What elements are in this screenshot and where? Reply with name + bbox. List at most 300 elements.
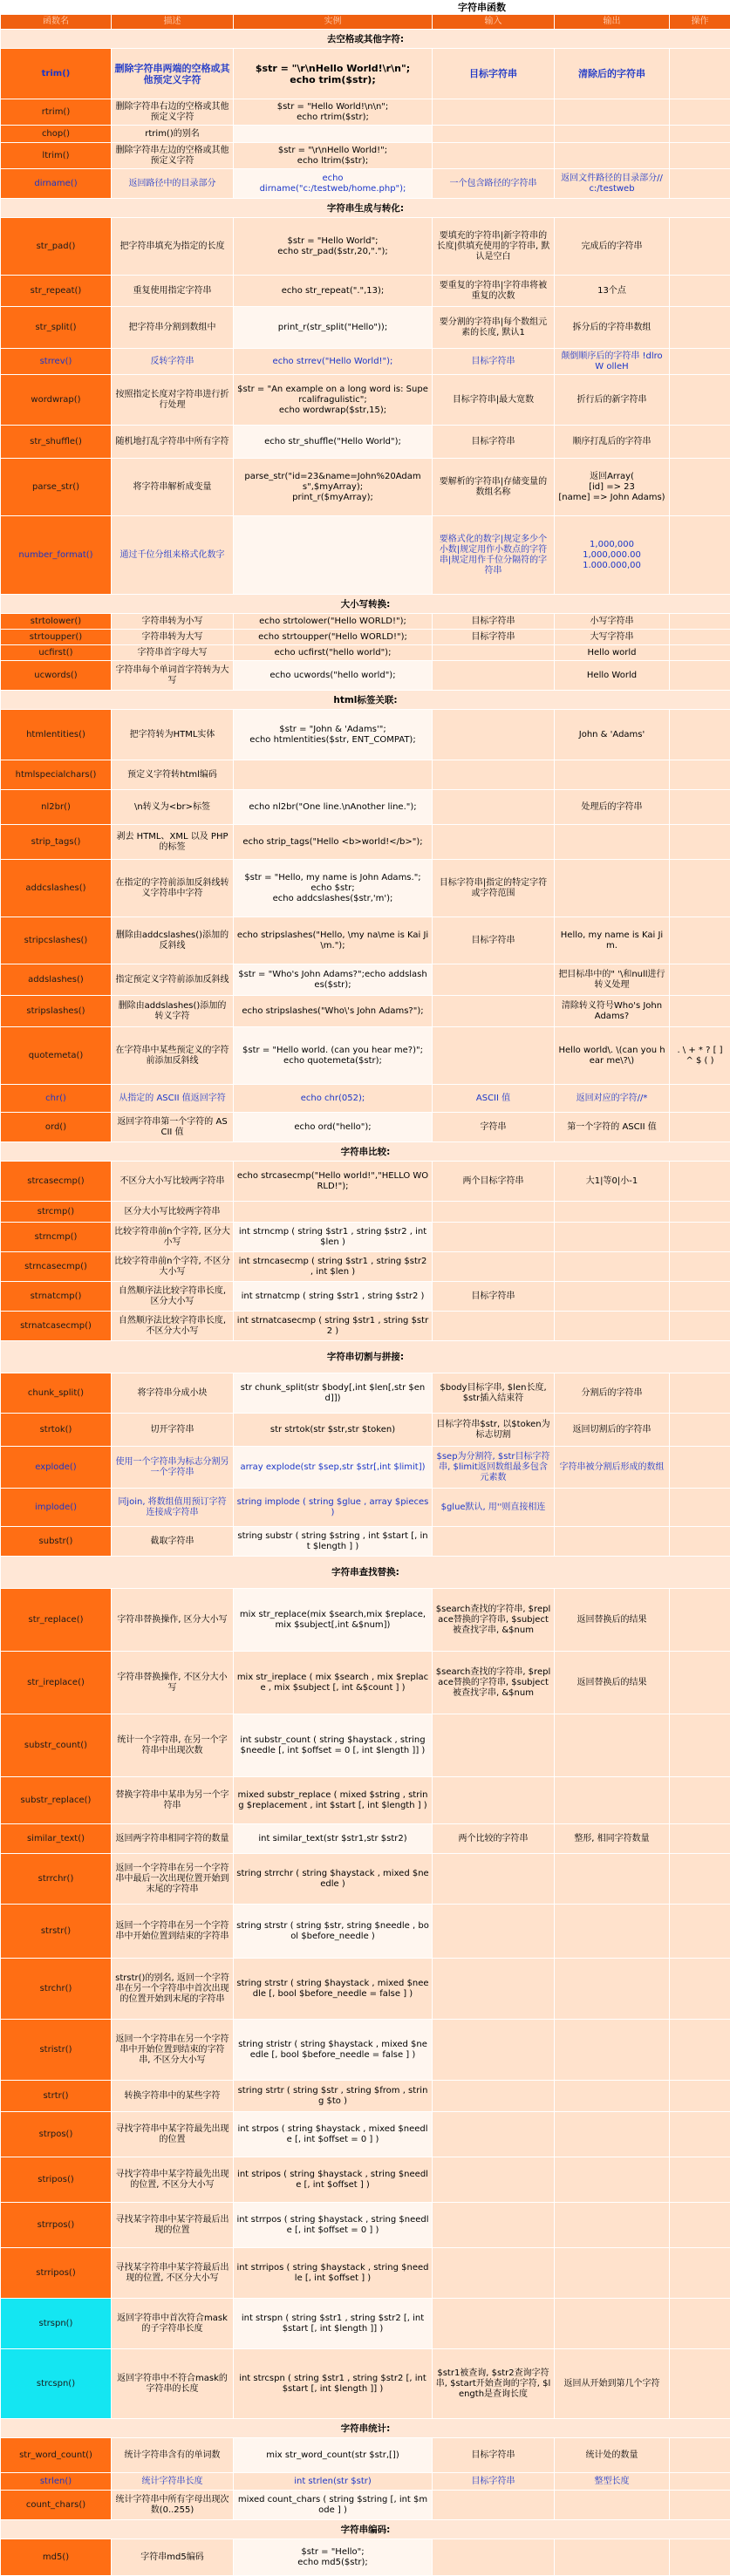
section-title: 大小写转换:: [1, 595, 730, 614]
description-cell: 从指定的 ASCII 值返回字符: [112, 1085, 234, 1113]
example-cell: echo dirname("c:/testweb/home.php");: [234, 169, 433, 199]
example-cell: string strrchr ( string $haystack , mixed $needle ): [234, 1854, 433, 1905]
input-cell: [433, 964, 555, 996]
action-cell: . \ + * ? [ ] ^ $ ( ): [670, 1027, 730, 1085]
output-cell: 13个点: [555, 276, 670, 307]
output-cell: [555, 760, 670, 790]
action-cell: [670, 630, 730, 645]
example-cell: [234, 516, 433, 595]
function-row: [1, 2299, 730, 2349]
example-cell: str strtok(str $str,str $token): [234, 1414, 433, 1447]
output-cell: [555, 825, 670, 860]
section-title: 字符串生成与转化:: [1, 199, 730, 218]
input-cell: 目标字符串: [433, 614, 555, 630]
function-name-cell: str_split(): [1, 307, 112, 349]
output-cell: [555, 2491, 670, 2520]
input-cell: [433, 1312, 555, 1341]
example-cell: $str = "Hello World"; echo str_pad($str,20,".");: [234, 218, 433, 276]
description-cell: 把字符串分割到数组中: [112, 307, 234, 349]
description-cell: 剥去 HTML、XML 以及 PHP 的标签: [112, 825, 234, 860]
example-cell: array explode(str $sep,str $str[,int $limit]): [234, 1447, 433, 1489]
input-cell: 目标字符串: [433, 2473, 555, 2491]
example-cell: mixed substr_replace ( mixed $string , string $replacement , int $start [, int $length ] ): [234, 1777, 433, 1824]
function-name-cell: str_pad(): [1, 218, 112, 276]
function-row: [1, 614, 730, 630]
action-cell: [670, 375, 730, 426]
example-cell: echo strip_tags("Hello <b>world!</b>");: [234, 825, 433, 860]
description-cell: 字符串替换操作, 区分大小写: [112, 1589, 234, 1652]
page-title: 字符串函数: [234, 1, 730, 15]
section-header-row: [1, 30, 730, 49]
action-cell: [670, 2539, 730, 2576]
description-cell: 删除字符串右边的空格或其他预定义字符: [112, 99, 234, 126]
input-cell: $sep为分割符, $str目标字符串, $limit返回数组最多包含元素数: [433, 1447, 555, 1489]
input-cell: [433, 1777, 555, 1824]
description-cell: 统计字符串长度: [112, 2473, 234, 2491]
action-cell: [670, 964, 730, 996]
example-cell: int strncasecmp ( string $str1 , string $str2 , int $len ): [234, 1252, 433, 1282]
function-row: [1, 1589, 730, 1652]
function-name-cell: strcmp(): [1, 1202, 112, 1223]
input-cell: $body目标字串, $len长度, $str插入结束符: [433, 1373, 555, 1414]
action-cell: [670, 1777, 730, 1824]
section-header-row: [1, 1341, 730, 1373]
section-title: 字符串统计:: [1, 2419, 730, 2438]
output-cell: [555, 1223, 670, 1252]
example-cell: [234, 760, 433, 790]
example-cell: echo ord("hello");: [234, 1113, 433, 1142]
output-cell: 返回Array( [id] => 23 [name] => John Adams): [555, 459, 670, 516]
section-title: 字符串编码:: [1, 2520, 730, 2539]
empty-corner: [112, 1, 234, 15]
column-header-action: 操作: [670, 15, 730, 30]
function-row: [1, 169, 730, 199]
function-row: [1, 426, 730, 459]
function-name-cell: str_word_count(): [1, 2438, 112, 2473]
description-cell: 返回路径中的目录部分: [112, 169, 234, 199]
function-row: [1, 2157, 730, 2203]
output-cell: 统计处的数量: [555, 2438, 670, 2473]
output-cell: John & 'Adams': [555, 710, 670, 760]
action-cell: [670, 1854, 730, 1905]
action-cell: [670, 1905, 730, 1959]
example-cell: echo nl2br("One line.\nAnother line.");: [234, 790, 433, 825]
action-cell: [670, 1414, 730, 1447]
section-header-row: [1, 2419, 730, 2438]
section-title: 字符串查找替换:: [1, 1557, 730, 1589]
function-row: [1, 1202, 730, 1223]
example-cell: string implode ( string $glue , array $pieces ): [234, 1489, 433, 1527]
function-row: [1, 1527, 730, 1557]
output-cell: [555, 2248, 670, 2299]
example-cell: string strtr ( string $str , string $from , string $to ): [234, 2081, 433, 2112]
action-cell: [670, 760, 730, 790]
function-name-cell: rtrim(): [1, 99, 112, 126]
example-cell: int strripos ( string $haystack , string $needle [, int $offset ] ): [234, 2248, 433, 2299]
description-cell: 使用一个字符串为标志分割另一个字符串: [112, 1447, 234, 1489]
input-cell: $search查找的字符串, $replace替换的字符串, $subject被查找字串, &$num: [433, 1589, 555, 1652]
description-cell: \n转义为<br>标签: [112, 790, 234, 825]
function-name-cell: htmlentities(): [1, 710, 112, 760]
function-row: [1, 143, 730, 169]
section-title: 字符串比较:: [1, 1142, 730, 1162]
description-cell: 寻找字符串中某字符最先出现的位置, 不区分大小写: [112, 2157, 234, 2203]
output-cell: [555, 1777, 670, 1824]
function-name-cell: chr(): [1, 1085, 112, 1113]
section-header-row: [1, 199, 730, 218]
function-name-cell: stripslashes(): [1, 996, 112, 1027]
input-cell: [433, 2539, 555, 2576]
function-row: [1, 2473, 730, 2491]
description-cell: 将字符串分成小块: [112, 1373, 234, 1414]
function-row: [1, 1085, 730, 1113]
function-row: [1, 1162, 730, 1202]
output-cell: 把目标串中的" '\和null进行转义处理: [555, 964, 670, 996]
output-cell: 大1|等0|小-1: [555, 1162, 670, 1202]
example-cell: echo strcasecmp("Hello world!","HELLO WORLD!");: [234, 1162, 433, 1202]
input-cell: 目标字符串: [433, 1282, 555, 1312]
action-cell: [670, 2438, 730, 2473]
function-name-cell: dirname(): [1, 169, 112, 199]
description-cell: 字符串md5编码: [112, 2539, 234, 2576]
input-cell: [433, 2491, 555, 2520]
function-name-cell: parse_str(): [1, 459, 112, 516]
function-name-cell: implode(): [1, 1489, 112, 1527]
input-cell: 目标字符串: [433, 2438, 555, 2473]
output-cell: 返回对应的字符//*: [555, 1085, 670, 1113]
action-cell: [670, 2349, 730, 2419]
example-cell: echo strrev("Hello World!");: [234, 349, 433, 375]
section-header-row: [1, 595, 730, 614]
function-name-cell: ord(): [1, 1113, 112, 1142]
description-cell: 不区分大小写比较两字符串: [112, 1162, 234, 1202]
input-cell: [433, 996, 555, 1027]
input-cell: 一个包含路径的字符串: [433, 169, 555, 199]
action-cell: [670, 349, 730, 375]
function-row: [1, 1824, 730, 1854]
input-cell: [433, 825, 555, 860]
function-name-cell: strrpos(): [1, 2203, 112, 2248]
output-cell: Hello, my name is Kai Jim.: [555, 917, 670, 964]
function-row: [1, 996, 730, 1027]
function-row: [1, 1489, 730, 1527]
function-name-cell: quotemeta(): [1, 1027, 112, 1085]
description-cell: 比较字符串前n个字符, 区分大小写: [112, 1223, 234, 1252]
input-cell: 两个目标字符串: [433, 1162, 555, 1202]
example-cell: print_r(str_split("Hello"));: [234, 307, 433, 349]
action-cell: [670, 790, 730, 825]
action-cell: [670, 459, 730, 516]
function-row: [1, 645, 730, 661]
example-cell: mix str_replace(mix $search,mix $replace,mix $subject[,int &$num]): [234, 1589, 433, 1652]
function-name-cell: strncmp(): [1, 1223, 112, 1252]
example-cell: echo strtoupper("Hello WORLD!");: [234, 630, 433, 645]
description-cell: 返回字符串第一个字符的 ASCII 值: [112, 1113, 234, 1142]
description-cell: 把字符串填充为指定的长度: [112, 218, 234, 276]
function-row: [1, 516, 730, 595]
section-header-row: [1, 1142, 730, 1162]
section-header-row: [1, 2520, 730, 2539]
function-name-cell: strtr(): [1, 2081, 112, 2112]
example-cell: echo ucwords("hello world");: [234, 661, 433, 691]
description-cell: 截取字符串: [112, 1527, 234, 1557]
description-cell: 重复使用指定字符串: [112, 276, 234, 307]
output-cell: 折行后的新字符串: [555, 375, 670, 426]
input-cell: 要填充的字符串|新字符串的长度|供填充使用的字符串, 默认是空白: [433, 218, 555, 276]
action-cell: [670, 661, 730, 691]
output-cell: [555, 1252, 670, 1282]
input-cell: 要分割的字符串|每个数组元素的长度, 默认1: [433, 307, 555, 349]
description-cell: 删除字符串两端的空格或其他预定义字符: [112, 49, 234, 99]
function-name-cell: substr(): [1, 1527, 112, 1557]
description-cell: 寻找某字符串中某字符最后出现的位置, 不区分大小写: [112, 2248, 234, 2299]
input-cell: 字符串: [433, 1113, 555, 1142]
column-header-input: 输入: [433, 15, 555, 30]
function-name-cell: strchr(): [1, 1959, 112, 2020]
function-row: [1, 375, 730, 426]
output-cell: [555, 2081, 670, 2112]
example-cell: echo strtolower("Hello WORLD!");: [234, 614, 433, 630]
output-cell: 顺序打乱后的字符串: [555, 426, 670, 459]
example-cell: int strpos ( string $haystack , mixed $needle [, int $offset = 0 ] ): [234, 2112, 433, 2157]
function-row: [1, 2203, 730, 2248]
input-cell: 目标字符串: [433, 630, 555, 645]
output-cell: 字符串被分割后形成的数组: [555, 1447, 670, 1489]
output-cell: [555, 143, 670, 169]
function-name-cell: strtolower(): [1, 614, 112, 630]
action-cell: [670, 126, 730, 143]
output-cell: [555, 2539, 670, 2576]
description-cell: 删除字符串左边的空格或其他预定义字符: [112, 143, 234, 169]
output-cell: 整形, 相同字符数量: [555, 1824, 670, 1854]
example-cell: $str = "An example on a long word is: Supercalifragulistic"; echo wordwrap($str,15);: [234, 375, 433, 426]
input-cell: [433, 1959, 555, 2020]
column-header-description: 描述: [112, 15, 234, 30]
function-row: [1, 917, 730, 964]
action-cell: [670, 2203, 730, 2248]
output-cell: [555, 126, 670, 143]
output-cell: [555, 1202, 670, 1223]
function-name-cell: str_shuffle(): [1, 426, 112, 459]
function-name-cell: chunk_split(): [1, 1373, 112, 1414]
output-cell: 完成后的字符串: [555, 218, 670, 276]
output-cell: 返回从开始到第几个字符: [555, 2349, 670, 2419]
function-row: [1, 860, 730, 917]
action-cell: [670, 1312, 730, 1341]
example-cell: $str = "Hello World!\n\n"; echo rtrim($str);: [234, 99, 433, 126]
action-cell: [670, 276, 730, 307]
action-cell: [670, 1202, 730, 1223]
function-row: [1, 1027, 730, 1085]
description-cell: 返回一个字符串在另一个字符串中最后一次出现位置开始到末尾的字符串: [112, 1854, 234, 1905]
function-row: [1, 1652, 730, 1714]
function-name-cell: strtok(): [1, 1414, 112, 1447]
function-name-cell: strtoupper(): [1, 630, 112, 645]
function-row: [1, 1905, 730, 1959]
function-row: [1, 630, 730, 645]
input-cell: [433, 710, 555, 760]
example-cell: echo chr(052);: [234, 1085, 433, 1113]
action-cell: [670, 218, 730, 276]
action-cell: [670, 825, 730, 860]
input-cell: [433, 2112, 555, 2157]
function-row: [1, 1252, 730, 1282]
output-cell: [555, 2157, 670, 2203]
function-row: [1, 99, 730, 126]
output-cell: [555, 2112, 670, 2157]
output-cell: 小写字符串: [555, 614, 670, 630]
action-cell: [670, 614, 730, 630]
action-cell: [670, 426, 730, 459]
function-row: [1, 1854, 730, 1905]
input-cell: 目标字符串: [433, 349, 555, 375]
output-cell: 返回切割后的字符串: [555, 1414, 670, 1447]
function-name-cell: str_repeat(): [1, 276, 112, 307]
description-cell: 切开字符串: [112, 1414, 234, 1447]
action-cell: [670, 996, 730, 1027]
output-cell: [555, 1527, 670, 1557]
action-cell: [670, 99, 730, 126]
function-row: [1, 1414, 730, 1447]
empty-corner: [1, 1, 112, 15]
action-cell: [670, 645, 730, 661]
function-row: [1, 790, 730, 825]
output-cell: [555, 1854, 670, 1905]
input-cell: $glue默认, 用''则直接相连: [433, 1489, 555, 1527]
example-cell: echo str_shuffle("Hello World");: [234, 426, 433, 459]
function-row: [1, 349, 730, 375]
output-cell: 颠倒顺序后的字符串 !dlroW olleH: [555, 349, 670, 375]
function-name-cell: ltrim(): [1, 143, 112, 169]
output-cell: [555, 1282, 670, 1312]
output-cell: [555, 2203, 670, 2248]
function-row: [1, 2112, 730, 2157]
action-cell: [670, 2020, 730, 2081]
function-name-cell: wordwrap(): [1, 375, 112, 426]
function-name-cell: htmlspecialchars(): [1, 760, 112, 790]
section-title: html标签关联:: [1, 691, 730, 710]
example-cell: int strncmp ( string $str1 , string $str2 , int $len ): [234, 1223, 433, 1252]
action-cell: [670, 169, 730, 199]
example-cell: string substr ( string $string , int $start [, int $length ] ): [234, 1527, 433, 1557]
function-row: [1, 1312, 730, 1341]
description-cell: 比较字符串前n个字符, 不区分大小写: [112, 1252, 234, 1282]
output-cell: 第一个字符的 ASCII 值: [555, 1113, 670, 1142]
description-cell: 把字符转为HTML实体: [112, 710, 234, 760]
input-cell: [433, 661, 555, 691]
section-title: 字符串切割与拼接:: [1, 1341, 730, 1373]
input-cell: ASCII 值: [433, 1085, 555, 1113]
description-cell: 返回一个字符串在另一个字符串中开始位置到结束的字符串: [112, 1905, 234, 1959]
function-row: [1, 307, 730, 349]
action-cell: [670, 2112, 730, 2157]
function-row: [1, 2081, 730, 2112]
action-cell: [670, 143, 730, 169]
output-cell: [555, 1489, 670, 1527]
action-cell: [670, 1652, 730, 1714]
function-row: [1, 710, 730, 760]
function-row: [1, 1373, 730, 1414]
example-cell: int strcspn ( string $str1 , string $str2 [, int $start [, int $length ]] ): [234, 2349, 433, 2419]
function-row: [1, 2539, 730, 2576]
function-name-cell: substr_replace(): [1, 1777, 112, 1824]
function-name-cell: ucwords(): [1, 661, 112, 691]
action-cell: [670, 2081, 730, 2112]
function-row: [1, 1223, 730, 1252]
action-cell: [670, 1162, 730, 1202]
column-header-output: 输出: [555, 15, 670, 30]
function-name-cell: strnatcasecmp(): [1, 1312, 112, 1341]
example-cell: $str = "\r\nHello World!\r\n"; echo trim($str);: [234, 49, 433, 99]
function-row: [1, 218, 730, 276]
description-cell: 替换字符串中某串为另一个字符串: [112, 1777, 234, 1824]
example-cell: int strnatcmp ( string $str1 , string $str2 ): [234, 1282, 433, 1312]
example-cell: echo stripslashes("Who\'s John Adams?");: [234, 996, 433, 1027]
function-row: [1, 1447, 730, 1489]
action-cell: [670, 2157, 730, 2203]
action-cell: [670, 1373, 730, 1414]
function-row: [1, 459, 730, 516]
input-cell: 要格式化的数字|规定多少个小数|规定用作小数点的字符串|规定用作千位分隔符的字符串: [433, 516, 555, 595]
function-row: [1, 1777, 730, 1824]
function-name-cell: strcasecmp(): [1, 1162, 112, 1202]
function-name-cell: strrchr(): [1, 1854, 112, 1905]
function-row: [1, 1959, 730, 2020]
function-row: [1, 2491, 730, 2520]
function-row: [1, 661, 730, 691]
example-cell: string strstr ( string $str, string $needle , bool $before_needle ): [234, 1905, 433, 1959]
description-cell: 字符串每个单词首字符转为大写: [112, 661, 234, 691]
input-cell: 目标字符串|指定的特定字符或字符范围: [433, 860, 555, 917]
description-cell: 统计字符串含有的单词数: [112, 2438, 234, 2473]
input-cell: [433, 1714, 555, 1777]
function-name-cell: strspn(): [1, 2299, 112, 2349]
function-row: [1, 2248, 730, 2299]
action-cell: [670, 1282, 730, 1312]
function-row: [1, 1714, 730, 1777]
input-cell: 目标字符串|最大宽数: [433, 375, 555, 426]
input-cell: 要重复的字符串|字符串将被重复的次数: [433, 276, 555, 307]
description-cell: 删除由addslashes()添加的转义字符: [112, 996, 234, 1027]
description-cell: 字符串转为小写: [112, 614, 234, 630]
example-cell: $str = "Who's John Adams?";echo addslashes($str);: [234, 964, 433, 996]
output-cell: 返回替换后的结果: [555, 1652, 670, 1714]
input-cell: [433, 2299, 555, 2349]
example-cell: [234, 126, 433, 143]
input-cell: [433, 1223, 555, 1252]
example-cell: int strrpos ( string $haystack , string $needle [, int $offset = 0 ] ): [234, 2203, 433, 2248]
description-cell: 返回两字符串相同字符的数量: [112, 1824, 234, 1854]
description-cell: 将字符串解析成变量: [112, 459, 234, 516]
function-name-cell: md5(): [1, 2539, 112, 2576]
action-cell: [670, 860, 730, 917]
output-cell: 清除转义符号Who's John Adams?: [555, 996, 670, 1027]
output-cell: 大写字符串: [555, 630, 670, 645]
example-cell: int similar_text(str $str1,str $str2): [234, 1824, 433, 1854]
action-cell: [670, 1589, 730, 1652]
example-cell: echo ucfirst("hello world");: [234, 645, 433, 661]
output-cell: 1,000,000 1,000,000.00 1.000.000,00: [555, 516, 670, 595]
example-cell: mix str_ireplace ( mix $search , mix $replace , mix $subject [, int &$count ] ): [234, 1652, 433, 1714]
function-row: [1, 2020, 730, 2081]
input-cell: [433, 1854, 555, 1905]
function-name-cell: number_format(): [1, 516, 112, 595]
function-row: [1, 1282, 730, 1312]
output-cell: [555, 1714, 670, 1777]
function-name-cell: addslashes(): [1, 964, 112, 996]
action-cell: [670, 1824, 730, 1854]
input-cell: [433, 2157, 555, 2203]
